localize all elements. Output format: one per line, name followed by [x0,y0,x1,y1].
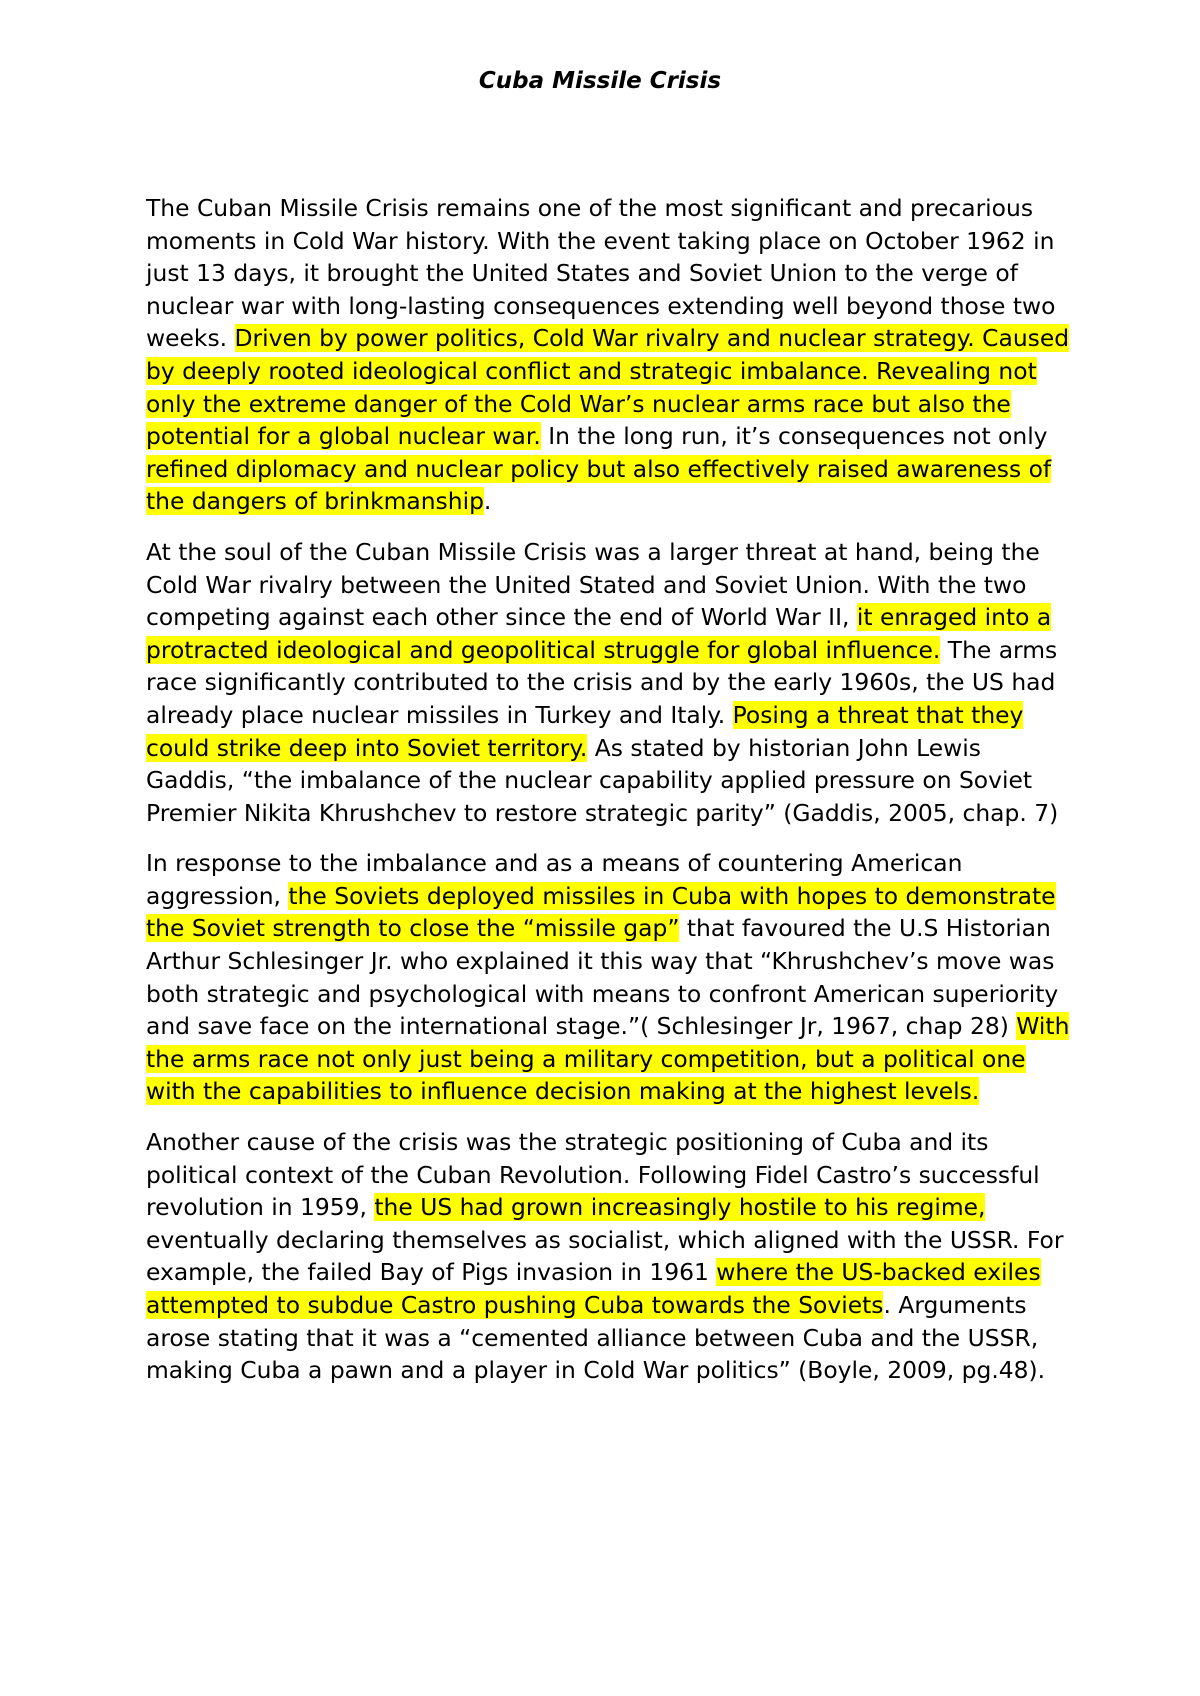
document-title: Cuba Missile Crisis [478,68,722,94]
text-segment: The arms race significantly contributed to the crisis and by the early 1960s, the US had already place nuclear missiles in Turkey and Italy. [146,635,1058,729]
paragraph-soviet-response [146,847,1076,1108]
highlighted-text: where the US-backed exiles attempted to subdue Castro pushing Cuba towards the Soviets [146,1258,1041,1319]
paragraph-intro [146,192,1076,518]
paragraph-cold-war-rivalry [146,536,1076,829]
text-segment: As stated by historian John Lewis Gaddis, “the imbalance of the nuclear capability applied pressure on Soviet Premier Nikita Khrushchev to restore strategic parity” (Gaddis, 2005, chap. 7) [146,733,1059,827]
text-segment: The Cuban Missile Crisis remains one of the most significant and precarious moments in Cold War history. With the event taking place on October 1962 in just 13 days, it brought the United States and Soviet Union to the verge of nuclear war with long-lasting consequences extending well beyond those two weeks. [146,194,1056,353]
text-segment: In response to the imbalance and as a means of countering American aggression, [146,849,963,910]
text-segment: Another cause of the crisis was the strategic positioning of Cuba and its political context of the Cuban Revolution. Following Fidel Castro’s successful revolution in 1959, [146,1128,1040,1222]
highlighted-text: the US had grown increasingly hostile to his regime, [374,1193,986,1222]
highlighted-text: the Soviets deployed missiles in Cuba with hopes to demonstrate the Soviet strength to close the “missile gap” [146,881,1056,943]
highlighted-text: Driven by power politics, Cold War rivalry and nuclear strategy. Caused by deeply rooted ideological conflict and strategic imbalance. Revealing not only the extreme danger of the Cold War’s nuclear arms race but also the potential for a global nuclear war. [146,324,1070,451]
document-body [146,192,1076,1405]
highlighted-text: With the arms race not only just being a military competition, but a political one with the capabilities to influence decision making at the highest levels. [146,1012,1070,1106]
highlighted-text: it enraged into a protracted ideological and geopolitical struggle for global influence. [146,603,1052,664]
highlighted-text: Posing a threat that they could strike deep into Soviet territory. [146,700,1024,762]
text-segment: In the long run, it’s consequences not only [540,422,1048,451]
paragraph-cuban-revolution [146,1126,1076,1387]
text-segment: . [483,487,492,516]
text-segment: eventually declaring themselves as socialist, which aligned with the USSR. For example, the failed Bay of Pigs invasion in 1961 [146,1225,1064,1287]
text-segment: At the soul of the Cuban Missile Crisis was a larger threat at hand, being the Cold War rivalry between the United Stated and Soviet Union. With the two competing against each other since the end of World War II, [146,537,1040,632]
text-segment: that favoured the U.S Historian Arthur Schlesinger Jr. who explained it this way that “Khrushchev’s move was both strategic and psychological with means to confront American superiority and save face on the international stage.”( Schlesinger Jr, 1967, chap 28) [146,914,1059,1041]
highlighted-text: refined diplomacy and nuclear policy but also effectively raised awareness of the dangers of brinkmanship [146,454,1052,516]
text-segment: . Arguments arose stating that it was a “cemented alliance between Cuba and the USSR, making Cuba a pawn and a player in Cold War politics” (Boyle, 2009, pg.48). [146,1291,1046,1385]
